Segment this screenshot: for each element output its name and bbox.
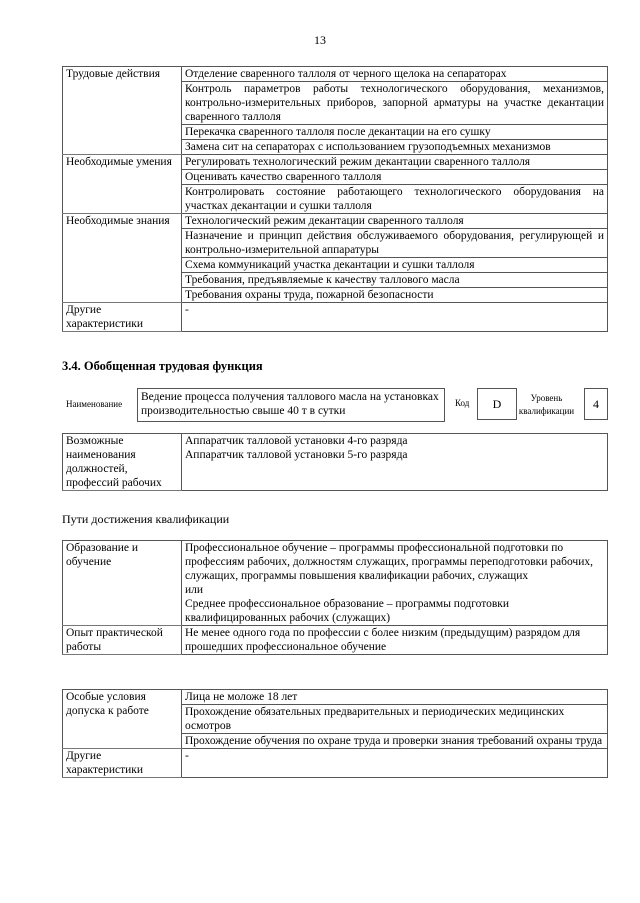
education-or: или (185, 584, 204, 596)
row-label-knowledge: Необходимые знания (63, 214, 182, 303)
level-label: Уровень квалификации (518, 393, 575, 416)
labor-functions-table (62, 66, 608, 332)
education-line: Среднее профессиональное образование – программы подготовки квалифицированных рабочих (служащих) (185, 598, 510, 624)
skill-item: Оценивать качество сваренного таллоля (182, 170, 608, 185)
position-item: Аппаратчик талловой установки 5-го разряда (185, 449, 408, 461)
labor-action-item: Контроль параметров работы технологического оборудования, механизмов, контрольно-измерительных приборов, запорной арматуры на участке декантации сваренного таллоля (182, 82, 608, 125)
code-value: D (477, 388, 517, 420)
knowledge-item: Назначение и принцип действия обслуживаемого оборудования, регулирующей и контрольно-измерительной аппаратуры (182, 229, 608, 258)
education-table (62, 540, 608, 655)
experience-text: Не менее одного года по профессии с более низким (предыдущим) разрядом для прошедших профессиональное обучение (182, 626, 608, 655)
code-label: Код (455, 398, 470, 408)
conditions-other-item: - (182, 749, 608, 778)
positions-table (62, 433, 608, 491)
name-label: Наименование (66, 399, 123, 409)
row-label-other: Другие характеристики (63, 303, 182, 332)
skill-item: Регулировать технологический режим декантации сваренного таллоля (182, 155, 608, 170)
other-item: - (182, 303, 608, 332)
knowledge-item: Требования, предъявляемые к качеству таллового масла (182, 273, 608, 288)
positions-label: Возможные наименования должностей, профессий рабочих (63, 434, 182, 491)
row-label-skills: Необходимые умения (63, 155, 182, 214)
education-line: Профессиональное обучение – программы профессиональной подготовки по профессиям рабочих, должностям служащих, программы переподготовки рабочих, служащих, программы повышения квалификации рабочих, служащих (185, 542, 593, 582)
positions-list (182, 434, 608, 491)
conditions-table (62, 689, 608, 778)
knowledge-item: Схема коммуникаций участка декантации и сушки таллоля (182, 258, 608, 273)
labor-action-item: Отделение сваренного таллоля от черного щелока на сепараторах (182, 67, 608, 82)
condition-item: Прохождение обязательных предварительных и периодических медицинских осмотров (182, 705, 608, 734)
labor-action-item: Замена сит на сепараторах с использованием грузоподъемных механизмов (182, 140, 608, 155)
conditions-label: Особые условия допуска к работе (63, 690, 182, 749)
paths-title: Пути достижения квалификации (62, 512, 230, 526)
education-label: Образование и обучение (63, 541, 182, 626)
section-title: 3.4. Обобщенная трудовая функция (62, 359, 263, 373)
conditions-other-label: Другие характеристики (63, 749, 182, 778)
condition-item: Лица не моложе 18 лет (182, 690, 608, 705)
row-label-labor-actions: Трудовые действия (63, 67, 182, 155)
skill-item: Контролировать состояние работающего технологического оборудования на участках декантации и сушки таллоля (182, 185, 608, 214)
condition-item: Прохождение обучения по охране труда и проверки знания требований охраны труда (182, 734, 608, 749)
level-value: 4 (584, 388, 608, 420)
knowledge-item: Технологический режим декантации сваренного таллоля (182, 214, 608, 229)
knowledge-item: Требования охраны труда, пожарной безопасности (182, 288, 608, 303)
education-text (182, 541, 608, 626)
page-number: 13 (314, 33, 326, 47)
labor-action-item: Перекачка сваренного таллоля после декантации на его сушку (182, 125, 608, 140)
function-header (62, 388, 608, 422)
name-value: Ведение процесса получения таллового масла на установках производительностью свыше 40 т в сутки (137, 388, 445, 422)
experience-label: Опыт практической работы (63, 626, 182, 655)
position-item: Аппаратчик талловой установки 4-го разряда (185, 435, 408, 447)
